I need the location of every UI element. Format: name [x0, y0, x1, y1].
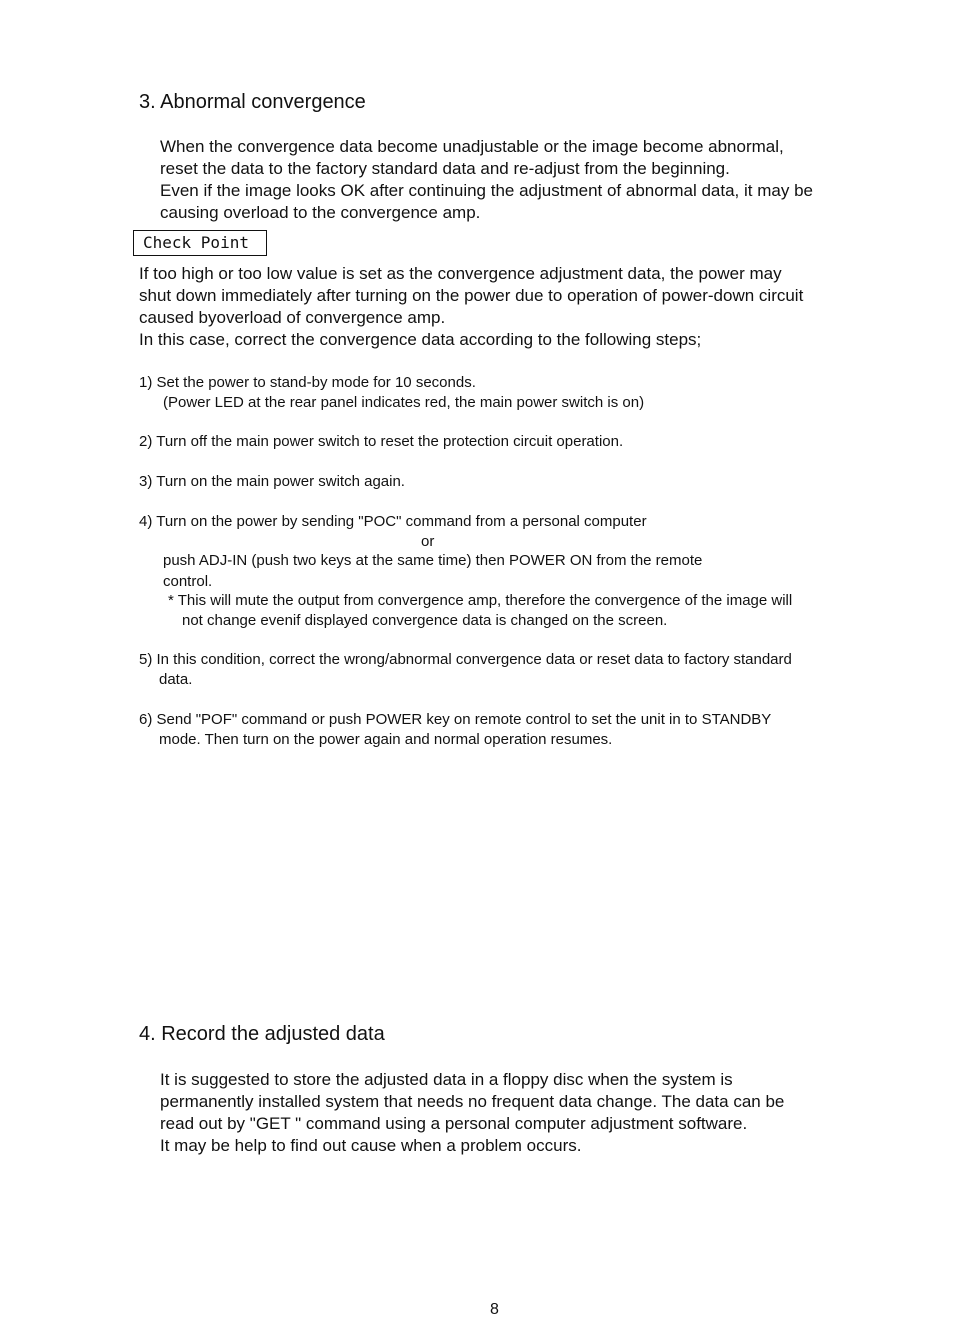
section-4-line-3: read out by "GET " command using a personal computer adjustment software. [160, 1114, 748, 1133]
step-5-line-2: data. [159, 671, 193, 688]
intro-line-2: reset the data to the factory standard data and re-adjust from the beginning. [160, 159, 730, 178]
step-4-line-3: push ADJ-IN (push two keys at the same time) then POWER ON from the remote [163, 552, 703, 569]
section-3-heading: 3. Abnormal convergence [139, 91, 366, 113]
section-4-line-1: It is suggested to store the adjusted data in a floppy disc when the system is [160, 1070, 733, 1089]
section-4-heading: 4. Record the adjusted data [139, 1023, 385, 1045]
step-6-line-2: mode. Then turn on the power again and normal operation resumes. [159, 731, 613, 748]
step-3: 3) Turn on the main power switch again. [139, 473, 405, 490]
section-4-line-2: permanently installed system that needs no frequent data change. The data can be [160, 1092, 785, 1111]
check-text-line-3: caused byoverload of convergence amp. [139, 308, 446, 327]
section-4-line-4: It may be help to find out cause when a problem occurs. [160, 1136, 582, 1155]
intro-line-4: causing overload to the convergence amp. [160, 203, 481, 222]
step-4-note-line-2: not change evenif displayed convergence data is changed on the screen. [182, 612, 668, 629]
step-4-line-1: 4) Turn on the power by sending "POC" command from a personal computer [139, 513, 647, 530]
check-point-box: Check Point [133, 230, 267, 256]
step-2: 2) Turn off the main power switch to reset the protection circuit operation. [139, 433, 624, 450]
step-4-or: or [421, 533, 435, 550]
intro-line-3: Even if the image looks OK after continuing the adjustment of abnormal data, it may be [160, 181, 813, 200]
step-1-line-1: 1) Set the power to stand-by mode for 10 seconds. [139, 374, 476, 391]
page-number: 8 [490, 1301, 499, 1318]
check-text-line-4: In this case, correct the convergence data according to the following steps; [139, 330, 702, 349]
check-text-line-1: If too high or too low value is set as the convergence adjustment data, the power may [139, 264, 782, 283]
intro-line-1: When the convergence data become unadjustable or the image become abnormal, [160, 137, 784, 156]
check-text-line-2: shut down immediately after turning on the power due to operation of power-down circuit [139, 286, 804, 305]
step-4-note-line-1: * This will mute the output from convergence amp, therefore the convergence of the image will [168, 592, 793, 609]
step-5-line-1: 5) In this condition, correct the wrong/abnormal convergence data or reset data to factory standard [139, 651, 792, 668]
step-6-line-1: 6) Send "POF" command or push POWER key on remote control to set the unit in to STANDBY [139, 711, 772, 728]
step-4-line-4: control. [163, 573, 213, 590]
step-1-line-2: (Power LED at the rear panel indicates red, the main power switch is on) [163, 394, 645, 411]
